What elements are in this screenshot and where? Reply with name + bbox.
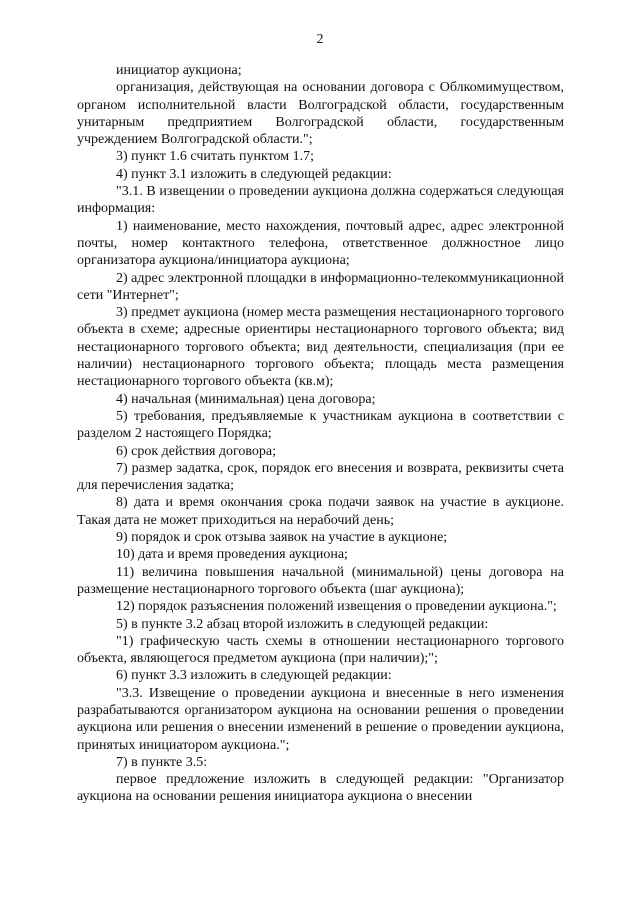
paragraph: 1) наименование, место нахождения, почтовый адрес, адрес электронной почты, номер контактного телефона, ответственное должностное лицо организатора аукциона/инициатора аукциона; (77, 218, 564, 269)
paragraph: 5) требования, предъявляемые к участникам аукциона в соответствии с разделом 2 настоящего Порядка; (77, 408, 564, 442)
paragraph: 12) порядок разъяснения положений извещения о проведении аукциона."; (116, 599, 557, 615)
paragraph: 6) срок действия договора; (116, 443, 277, 459)
paragraph: "1) графическую часть схемы в отношении нестационарного торгового объекта, являющегося предметом аукциона (при наличии);"; (77, 633, 564, 667)
paragraph: "3.1. В извещении о проведении аукциона должна содержаться следующая информация: (77, 184, 564, 217)
paragraph: организация, действующая на основании договора с Облкомимуществом, органом исполнительной власти Волгоградской области, государственным унитарным предприятием Волгоградской области, государственным учреждением Волгоградской области."; (77, 80, 564, 148)
paragraph: 4) пункт 3.1 изложить в следующей редакции: (116, 166, 392, 182)
paragraph: 5) в пункте 3.2 абзац второй изложить в следующей редакции: (116, 616, 489, 632)
paragraph: 7) размер задатка, срок, порядок его внесения и возврата, реквизиты счета для перечисления задатка; (77, 460, 564, 494)
paragraph: 7) в пункте 3.5: (116, 754, 208, 770)
paragraph: 9) порядок и срок отзыва заявок на участие в аукционе; (116, 530, 448, 546)
paragraph: инициатор аукциона; (116, 63, 242, 78)
paragraph: 11) величина повышения начальной (минимальной) цены договора на размещение нестационарного торгового объекта (шаг аукциона); (77, 564, 564, 597)
page-number: 2 (316, 32, 324, 47)
paragraph: 8) дата и время окончания срока подачи заявок на участие в аукционе. Такая дата не может приходиться на нерабочий день; (77, 495, 564, 528)
paragraph: 4) начальная (минимальная) цена договора; (116, 391, 376, 407)
document-body (77, 62, 564, 806)
paragraph: 6) пункт 3.3 изложить в следующей редакции: (116, 668, 392, 684)
paragraph: 10) дата и время проведения аукциона; (116, 547, 348, 563)
paragraph: 2) адрес электронной площадки в информационно-телекоммуникационной сети "Интернет"; (77, 270, 564, 303)
paragraph: первое предложение изложить в следующей редакции: "Организатор аукциона на основании решения инициатора аукциона о внесении (77, 772, 564, 805)
paragraph: "3.3. Извещение о проведении аукциона и внесенные в него изменения разрабатываются организатором аукциона на основании решения о проведении аукциона или решения о внесении изменений в решение о проведении аукциона, принятых инициатором аукциона."; (77, 685, 564, 753)
paragraph: 3) пункт 1.6 считать пунктом 1.7; (116, 149, 315, 165)
paragraph: 3) предмет аукциона (номер места размещения нестационарного торгового объекта в схеме; адресные ориентиры нестационарного торгового объекта; вид нестационарного торгового объекта; вид деятельности, специализация (при ее наличии) нестационарного торгового объекта; площадь места размещения нестационарного торгового объекта (кв.м); (77, 305, 564, 390)
